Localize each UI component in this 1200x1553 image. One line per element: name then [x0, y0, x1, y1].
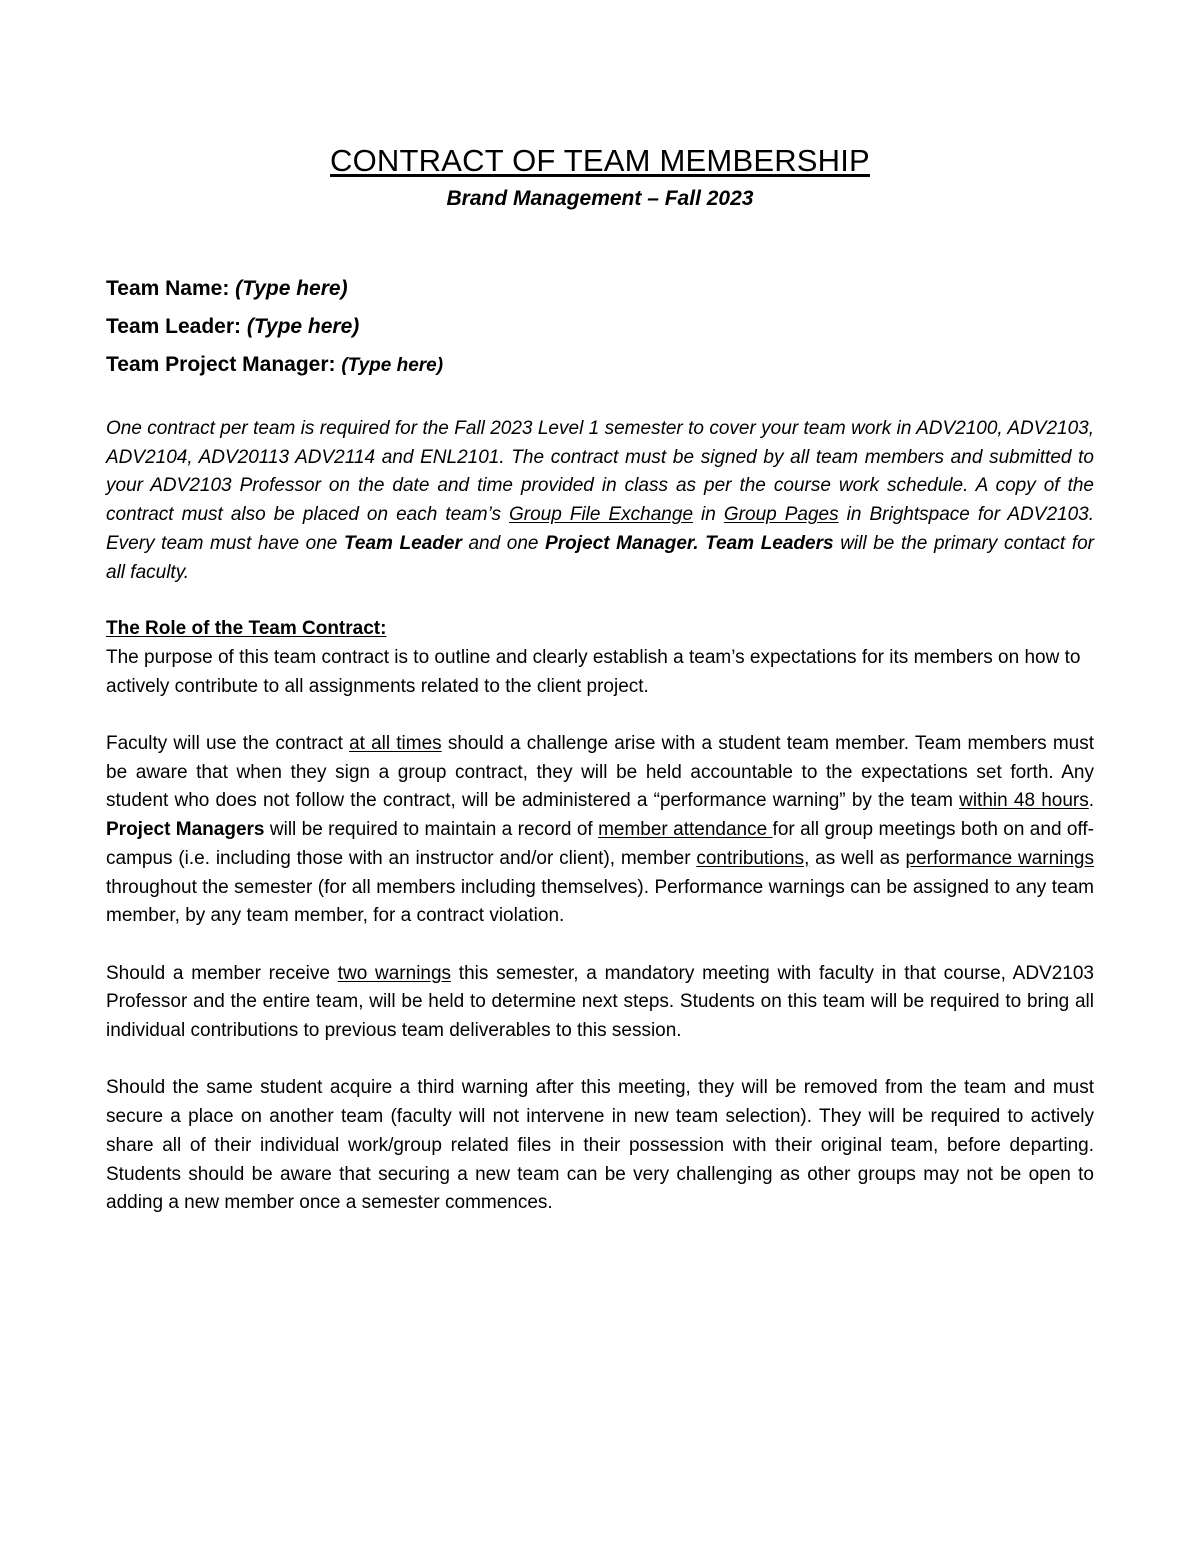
- contributions-text: contributions,: [696, 847, 810, 869]
- member-attendance-text: member attendance: [598, 819, 773, 841]
- group-file-exchange-text: Group File Exchange: [509, 504, 694, 526]
- third-warning-paragraph: Should the same student acquire a third warning after this meeting, they will be removed from the team and must secure a place on another team (faculty will not intervene in new team selection). They will be required to actively share all of their individual work/group related files in their possession with their original team, before departing. Students should be aware that securing a new team can be very challenging as other groups may not be open to adding a new member once a semester commences.: [106, 1077, 1094, 1214]
- document-page: [106, 142, 1094, 1218]
- team-info-fields: [106, 270, 1094, 385]
- team-leader-field: [106, 308, 1094, 346]
- paragraph-text: Should a member receive: [106, 962, 338, 984]
- project-manager-emphasis: Project Manager: [545, 532, 694, 554]
- paragraph-text: for all group meetings both on and off-campus (i.e. including those with an instructor and/or client), member: [106, 819, 1094, 869]
- team-leader-label: Team Leader:: [106, 315, 241, 338]
- paragraph-text: will be required to maintain a record of: [264, 819, 599, 841]
- performance-warnings-text: performance warnings: [905, 847, 1094, 869]
- intro-text: One contract per team is required for the Fall 2023 Level 1 semester to cover your team work in ADV2100, ADV2103, ADV2104, ADV20113 ADV2114 and ENL2101. The contract must be signed by all team members and submitted to your ADV2103 Professor on the date and time provided in class as per the course work schedule. A copy of the contract must also be placed on each team’s: [106, 418, 1094, 526]
- paragraph-text: should a challenge arise with a student team member. Team members must be aware that when they sign a group contract, they will be held accountable to the expectations set forth. Any student who does not follow the contract, will be administered a “performance warning” by the team: [106, 733, 1094, 812]
- project-manager-field: [106, 346, 1094, 385]
- at-all-times-text: at all times: [349, 733, 442, 755]
- team-name-label: Team Name:: [106, 277, 230, 300]
- team-name-field: [106, 270, 1094, 308]
- group-pages-text: Group Pages: [723, 504, 839, 526]
- paragraph-text: throughout the semester (for all members including themselves). Performance warnings can be assigned to any team member, by any team member, for a contract violation.: [106, 876, 1094, 927]
- within-48-hours-text: within 48 hours: [959, 790, 1089, 812]
- two-warnings-text: two warnings: [337, 962, 452, 984]
- intro-text: in Brightspace for ADV2103. Every team must have one: [106, 504, 1094, 554]
- project-managers-emphasis: Project Managers: [106, 819, 265, 841]
- team-leader-value[interactable]: (Type here): [246, 315, 360, 338]
- team-name-value[interactable]: (Type here): [235, 277, 348, 300]
- document-subtitle: Brand Management – Fall 2023: [446, 187, 754, 210]
- team-leaders-emphasis: Team Leaders: [705, 532, 834, 554]
- document-title: CONTRACT OF TEAM MEMBERSHIP: [330, 143, 870, 178]
- two-warnings-paragraph: [106, 960, 1094, 1046]
- paragraph-text: this semester, a mandatory meeting with faculty in that course, ADV2103 Professor and the entire team, will be held to determine next steps. Students on this team will be required to bring all individual contributions to previous team deliverables to this session.: [106, 962, 1094, 1042]
- faculty-paragraph: [106, 730, 1094, 931]
- paragraph-text: as well as: [809, 847, 906, 869]
- paragraph-text: .: [1088, 790, 1095, 812]
- paragraph-text: Faculty will use the contract: [106, 733, 350, 755]
- intro-text: and one: [461, 532, 546, 554]
- intro-text: will be the primary contact for all faculty.: [106, 532, 1094, 583]
- role-section-heading: The Role of the Team Contract:: [106, 618, 387, 640]
- project-manager-label: Team Project Manager:: [106, 353, 336, 376]
- project-manager-value[interactable]: (Type here): [341, 355, 444, 376]
- intro-text: .: [693, 532, 706, 554]
- purpose-paragraph: The purpose of this team contract is to outline and clearly establish a team’s expectations for its members on how to actively contribute to all assignments related to the client project.: [106, 646, 1081, 697]
- intro-text: in: [693, 504, 724, 526]
- team-leader-emphasis: Team Leader: [343, 532, 462, 554]
- intro-paragraph: [106, 415, 1094, 587]
